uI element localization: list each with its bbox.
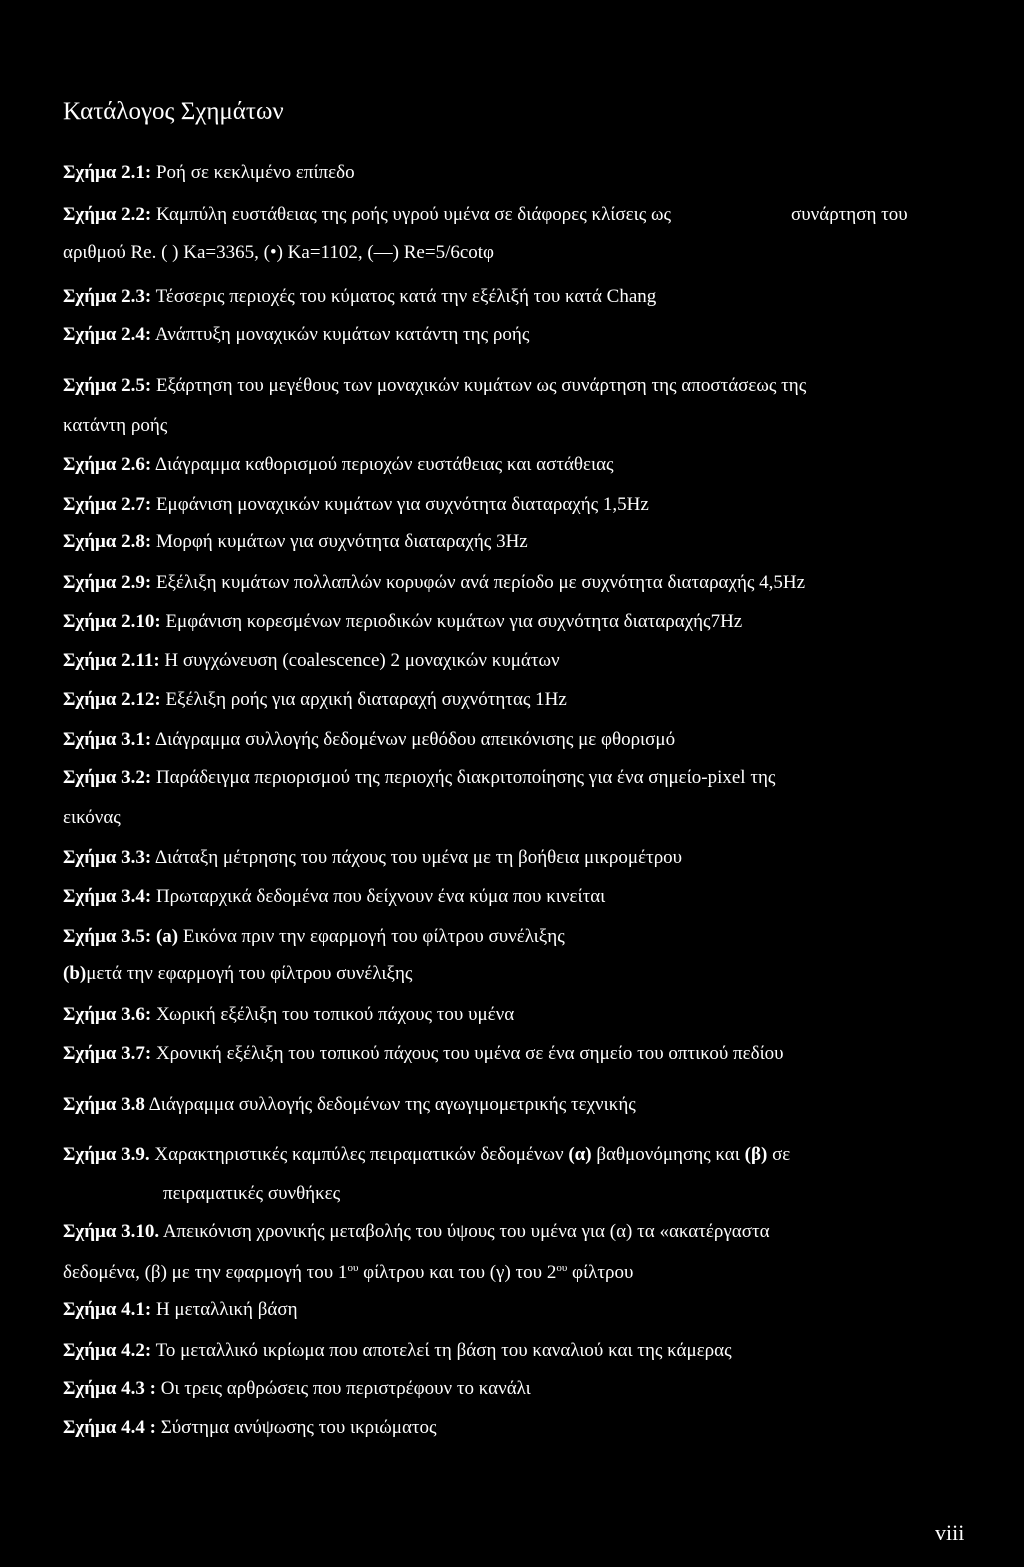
figure-caption-part: φίλτρου και του (γ) του 2 xyxy=(358,1262,557,1283)
figure-caption-continuation: πειραματικές συνθήκες xyxy=(163,1183,341,1204)
figure-caption: Εμφάνιση κορεσμένων περιοδικών κυμάτων για συχνότητα διαταραχής7Hz xyxy=(160,611,743,632)
figure-caption: Παράδειγμα περιορισμού της περιοχής διακριτοποίησης για ένα σημείο-pixel της xyxy=(151,767,776,788)
figure-caption: Σύστημα ανύψωσης του ικριώματος xyxy=(155,1417,437,1438)
figure-caption-part: βαθμονόμησης και xyxy=(591,1144,745,1165)
label-separator: : xyxy=(144,886,152,907)
figure-label: Σχήμα 3.5 xyxy=(63,926,145,947)
list-item xyxy=(63,846,682,870)
figure-caption: Καμπύλη ευστάθειας της ροής υγρού υμένα σε διάφορες κλίσεις ως xyxy=(151,204,672,225)
figure-label: Σχήμα 2.9 xyxy=(63,572,145,593)
figure-label: Σχήμα 3.7 xyxy=(63,1043,145,1064)
list-item xyxy=(63,530,528,554)
list-item xyxy=(63,453,614,477)
figure-caption-continuation xyxy=(63,962,412,986)
label-separator: : xyxy=(144,729,152,750)
figure-caption-part: φίλτρου xyxy=(567,1262,634,1283)
label-separator: : xyxy=(144,531,152,552)
figure-label: Σχήμα 2.8 xyxy=(63,531,145,552)
figure-label: Σχήμα 4.2 xyxy=(63,1340,145,1361)
figure-label: Σχήμα 2.7 xyxy=(63,494,145,515)
figure-caption: Διάγραμμα συλλογής δεδομένων της αγωγιμομετρικής τεχνικής xyxy=(144,1094,636,1115)
figure-label: Σχήμα 2.4 xyxy=(63,324,145,345)
figure-caption: Πρωταρχικά δεδομένα που δείχνουν ένα κύμα που κινείται xyxy=(151,886,606,907)
figure-caption-continuation xyxy=(63,1261,633,1285)
list-item xyxy=(63,161,355,185)
list-item xyxy=(63,203,671,227)
figure-label: Σχήμα 3.2 xyxy=(63,767,145,788)
figure-label: Σχήμα 3.3 xyxy=(63,847,145,868)
figure-label: Σχήμα 2.2 xyxy=(63,204,145,225)
label-separator: : xyxy=(144,1043,152,1064)
figure-label: Σχήμα 3.6 xyxy=(63,1004,145,1025)
figure-label: Σχήμα 3.4 xyxy=(63,886,145,907)
figure-label: Σχήμα 2.10 xyxy=(63,611,155,632)
label-separator: : xyxy=(144,1004,152,1025)
list-item xyxy=(63,728,675,752)
figure-label: Σχήμα 2.11 xyxy=(63,650,154,671)
figure-caption-part: μετά την εφαρμογή του φίλτρου συνέλιξης xyxy=(86,963,413,984)
subfigure-marker: (α) xyxy=(568,1144,592,1165)
list-item xyxy=(63,285,656,309)
figure-caption: Διάγραμμα συλλογής δεδομένων μεθόδου απεικόνισης με φθορισμό xyxy=(151,729,676,750)
figure-caption: Εμφάνιση μοναχικών κυμάτων για συχνότητα διαταραχής 1,5Hz xyxy=(151,494,649,515)
list-item xyxy=(63,1143,790,1167)
label-separator: : xyxy=(144,1417,156,1438)
list-item xyxy=(63,1042,784,1066)
label-separator: : xyxy=(154,611,161,632)
list-item xyxy=(63,1220,770,1244)
list-item xyxy=(63,374,806,398)
figure-label: Σχήμα 2.1 xyxy=(63,162,145,183)
label-separator: : xyxy=(144,494,152,515)
figure-caption: Χωρική εξέλιξη του τοπικού πάχους του υμένα xyxy=(151,1004,515,1025)
label-separator: : xyxy=(154,689,161,710)
list-item xyxy=(63,1298,298,1322)
figure-label: Σχήμα 3.8 xyxy=(63,1094,145,1115)
list-item xyxy=(63,493,649,517)
figure-label: Σχήμα 3.1 xyxy=(63,729,145,750)
figure-label: Σχήμα 3.10. xyxy=(63,1221,160,1242)
figure-label: Σχήμα 2.12 xyxy=(63,689,155,710)
label-separator: : xyxy=(144,324,152,345)
subfigure-marker: (a) xyxy=(155,926,179,947)
figure-caption: Η συγχώνευση (coalescence) 2 μοναχικών κυμάτων xyxy=(159,650,560,671)
figure-caption: Χαρακτηριστικές καμπύλες πειραματικών δεδομένων xyxy=(149,1144,569,1165)
figure-caption: Εξέλιξη κυμάτων πολλαπλών κορυφών ανά περίοδο με συχνότητα διαταραχής 4,5Hz xyxy=(151,572,806,593)
figure-label: Σχήμα 2.6 xyxy=(63,454,145,475)
figure-label: Σχήμα 2.5 xyxy=(63,375,145,396)
figure-caption-continuation: αριθμού Re. ( ) Ka=3365, (•) Ka=1102, (—) Re=5/6cotφ xyxy=(63,242,495,263)
list-item xyxy=(63,571,805,595)
figure-caption: Ανάπτυξη μοναχικών κυμάτων κατάντη της ροής xyxy=(151,324,530,345)
label-separator: : xyxy=(144,286,152,307)
list-item xyxy=(63,1416,437,1440)
label-separator: : xyxy=(144,1299,152,1320)
subfigure-marker: (b) xyxy=(63,963,87,984)
ordinal-superscript: ου xyxy=(556,1262,568,1274)
subfigure-marker: (β) xyxy=(744,1144,768,1165)
figure-label: Σχήμα 4.3 xyxy=(63,1378,145,1399)
label-separator: : xyxy=(144,1378,156,1399)
list-item xyxy=(63,1003,514,1027)
page-number: viii xyxy=(935,1520,965,1545)
figure-caption: Εξάρτηση του μεγέθους των μοναχικών κυμάτων ως συνάρτηση της αποστάσεως της xyxy=(151,375,807,396)
label-separator: : xyxy=(144,204,152,225)
list-item xyxy=(63,1093,636,1117)
ordinal-superscript: ου xyxy=(347,1262,359,1274)
figure-caption: Μορφή κυμάτων για συχνότητα διαταραχής 3Hz xyxy=(151,531,528,552)
list-item xyxy=(63,323,529,347)
list-item xyxy=(63,925,565,949)
figure-caption: Χρονική εξέλιξη του τοπικού πάχους του υμένα σε ένα σημείο του οπτικού πεδίου xyxy=(151,1043,784,1064)
figure-label: Σχήμα 4.1 xyxy=(63,1299,145,1320)
figure-caption: Απεικόνιση χρονικής μεταβολής του ύψους του υμένα για (α) τα «ακατέργαστα xyxy=(159,1221,770,1242)
list-item xyxy=(63,649,560,673)
figure-caption-part: δεδομένα, (β) με την εφαρμογή του 1 xyxy=(63,1262,348,1283)
figure-caption: Ροή σε κεκλιμένο επίπεδο xyxy=(151,162,355,183)
label-separator: : xyxy=(144,454,152,475)
label-separator: : xyxy=(144,162,152,183)
figure-label: Σχήμα 2.3 xyxy=(63,286,145,307)
figure-caption: Το μεταλλικό ικρίωμα που αποτελεί τη βάση του καναλιού και της κάμερας xyxy=(151,1340,732,1361)
figure-caption: Τέσσερις περιοχές του κύματος κατά την εξέλιξή του κατά Chang xyxy=(151,286,657,307)
page-title: Κατάλογος Σχημάτων xyxy=(63,98,284,125)
figure-label: Σχήμα 3.9. xyxy=(63,1144,150,1165)
figure-caption-continuation: κατάντη ροής xyxy=(63,415,168,436)
figure-caption-tail: συνάρτηση του xyxy=(791,204,908,225)
list-item xyxy=(63,1377,531,1401)
list-item xyxy=(63,885,605,909)
label-separator: : xyxy=(144,572,152,593)
figure-caption-part: Εικόνα πριν την εφαρμογή του φίλτρου συνέλιξης xyxy=(178,926,565,947)
figure-label: Σχήμα 4.4 xyxy=(63,1417,145,1438)
list-item xyxy=(63,1339,732,1363)
label-separator: : xyxy=(144,847,152,868)
list-item xyxy=(63,688,567,712)
label-separator: : xyxy=(144,767,152,788)
label-separator: : xyxy=(153,650,160,671)
figure-caption: Διάταξη μέτρησης του πάχους του υμένα με τη βοήθεια μικρομέτρου xyxy=(151,847,683,868)
label-separator: : xyxy=(144,926,152,947)
figure-caption: Οι τρεις αρθρώσεις που περιστρέφουν το κανάλι xyxy=(155,1378,531,1399)
figure-caption: Διάγραμμα καθορισμού περιοχών ευστάθειας και αστάθειας xyxy=(151,454,614,475)
figure-caption: Εξέλιξη ροής για αρχική διαταραχή συχνότητας 1Hz xyxy=(160,689,567,710)
figure-caption-part: σε xyxy=(767,1144,791,1165)
list-item xyxy=(63,610,742,634)
list-item xyxy=(63,766,775,790)
figure-caption-continuation: εικόνας xyxy=(63,807,121,828)
label-separator: : xyxy=(144,1340,152,1361)
label-separator: : xyxy=(144,375,152,396)
figure-caption: Η μεταλλική βάση xyxy=(151,1299,298,1320)
